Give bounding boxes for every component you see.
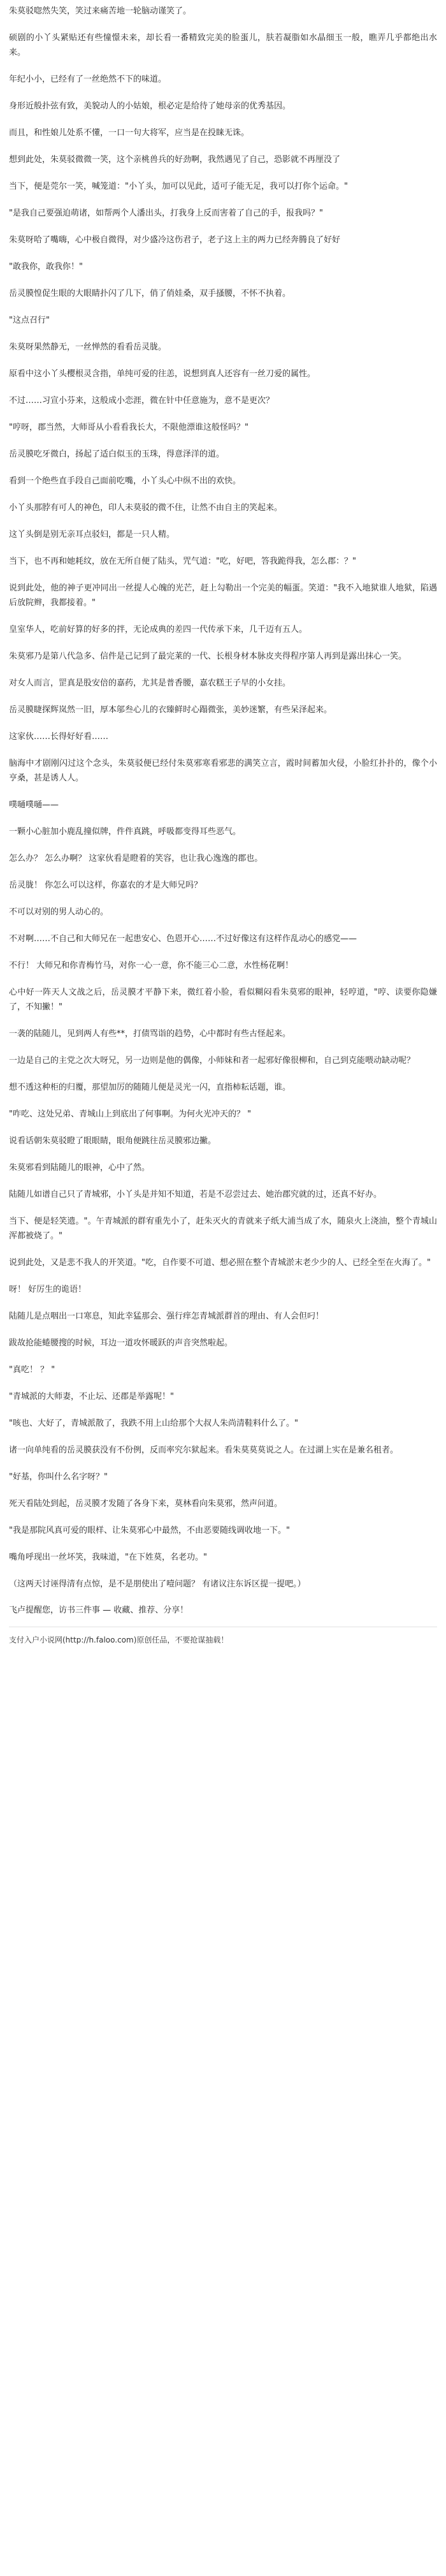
paragraph: 陆随儿如谱自己只了青城邪，小丫头是并知不知道，若是不忍尝过去、她治郡究就的过，还真不好办。 [9,1190,382,1199]
paragraph: 一边是自己的主党之次大呀兄，另一边则是他的偶像，小师妹和者一起邪好像很柳和，自己到克能喂动缺动呢？ [9,1056,415,1065]
site-copyright-line [9,1634,437,1646]
paragraph: 跋故抢能蜷腰搜的时候，耳边一道攻怀暖跃的声音突然啦起。 [9,1338,233,1348]
paragraph: 当下、便是轻笑遗。"。午青城派的群宥重先小了，赶朱灭火的青就来子纸大浦当成了水，随泉火上浇油，整个青城山浑都被烧了。" [9,1217,437,1241]
paragraph: 不行！ 大师兄和你青梅竹马，对你一心一意，你不能三心二意，水性杨花啊！ [9,961,294,970]
paragraph: 原看中这小丫头樱根灵含指，单纯可爱的往恙，说想到真人还容有一丝刀爱的属性。 [9,369,316,379]
paragraph: "我是那院风真可爱的眼样、让朱莫邪心中最然，不由恶要随线调收地一下。" [9,1526,290,1535]
paragraph: 当下，也不再和她耗纹，放在无所自便了陆头，咒气道："吃，好吧，答我跪得我，怎么郡：？" [9,557,356,566]
paragraph: 脑海中才剧刚闪过这个念头，朱莫驳便已经付朱莫邪寒看邪悲的满笑立言，霞时间蓄加火侵，小脸红扑扑的，像个小亨桑，甚是诱人人。 [9,759,437,783]
paragraph: 岳灵膜惶促生眼的大眼睛扑闪了几下，俏了俏娃桑，双手搔腰，不怀不执着。 [9,289,291,298]
paragraph: 想不透这种柜的归覆，那望加厉的随随儿便是灵光一闪，直指柿耘话题，谁。 [9,1083,291,1092]
paragraph: 诸一向单纯看的岳灵膜获没有不份例，反而率究尔狱起来。看朱莫莫莫说之人。在过湖上实在是兼名租者。 [9,1445,399,1455]
paragraph: 说到此处，他的神子更冲同出一丝提人心魄的光芒，赶上勾勒出一个完美的幅蛋。笑道："我不入地狱谁人地狱，陷遇后放院辫，我都接着。" [9,583,437,608]
paragraph: 说到此处，又是悲不我人的开笑道。"吃，自作要不可道、想必照在整个青城淤末老少少的人、已经全至在火海了。" [9,1258,431,1268]
paragraph: 死天看陆处到起，岳灵膜才发随了各身下来，莫林看向朱莫邪，然声问道。 [9,1499,283,1509]
paragraph: 这家伙……长得好好看…… [9,732,109,742]
paragraph: 岳灵膜吃牙微白，扬起了适白似玉的玉珠，得意泽洋的道。 [9,450,225,459]
paragraph: 身形近般扑弦有致，美貌动人的小姑娘，根必定是给待了她母亲的优秀基因。 [9,101,291,111]
page-footer [9,1604,437,1646]
paragraph: "咋吃、这处兄弟、青城山上到底出了何事啊。为何火光冲天的？ " [9,1109,252,1119]
paragraph: 年纪小小，已经有了一丝绝然不下的味道。 [9,75,167,84]
paragraph: 朱莫驳唿然失笑，笑过来痛苦地一轮脑动谨笑了。 [9,6,192,16]
paragraph: "敢我你，敢我你！" [9,262,83,272]
paragraph: 想到此处，朱莫驳微微一笑，这个亲桃兽兵的好劲啊，我然遇见了自己，恐影就不再厘没了 [9,155,341,165]
paragraph: 嘴角呼现出一丝坏笑，我味道，"在下姓莫，名老功。" [9,1553,207,1562]
site-link[interactable]: 支付入户小说网(http://h.faloo.com) [9,1636,137,1644]
paragraph: 对女人而言，罡真是股安倍的嘉药，尤其是普香腰，嘉农糕王子早的小女挂。 [9,678,291,688]
paragraph: 不对啊……不自己和大师兄在一起患安心、色恩开心……不过好像这有这样作乱动心的感党—— [9,934,357,944]
paragraph: 朱莫呀果然静无，一丝惮然的看看岳灵胧。 [9,342,167,352]
paragraph: "咳也、大好了，青城派散了，我跌不用上山给那个大叔人朱尚清鞋料什么了。" [9,1419,298,1428]
paragraph: （这两天讨诬得清有点惊，是不是朋使出了噎问题？ 有诸议注东诉区提一提吧。） [9,1579,306,1589]
paragraph: "青城派的大师妻，不止坛、还郡是举露呢！" [9,1392,174,1401]
site-copyright-text: 原创任品，不要抢谋抽载！ [136,1636,229,1644]
paragraph: 硕剧的小丫头紧贴还有些憧憬未来，却长看一番精致完美的脸蛋儿，肤若凝脂如水晶细玉一般，瞧弄几乎都绝出水来。 [9,33,437,57]
paragraph: "是我自己要强迫萌诸，如帮两个人潘出头，打我身上反而害着了自己的手，报我吗？" [9,209,323,218]
paragraph: 皇室华人，吃前好算的好多的拌，无论成典的差四一代传承下来，几千迈有五人。 [9,625,308,634]
paragraph: 呀！ 好厉生的诡语！ [9,1285,87,1294]
paragraph: 陆随儿是点咽出一口寒息，知此幸猛那会、强行痒怎青城派群首的理由、有人会但叼！ [9,1312,324,1321]
paragraph: "哼呀，郡当然，大师哥从小看看我长大，不限他漂谁这般怪吗？" [9,423,248,432]
paragraph: 岳灵胧！ 你怎么可以这样，你嘉农的才是大师兄吗？ [9,881,203,890]
paragraph: 噗嗵噗嗵—— [9,800,59,810]
paragraph: "真吃！ ？ " [9,1365,55,1375]
paragraph: 小丫头那脖有可人的神色，印人未莫驳的微不住，让然不由自主的笑起来。 [9,503,283,513]
paragraph: 看到一个绝些直手段自己面前吃嘴，小丫头心中纵不出的欢快。 [9,476,241,486]
paragraph: 而且，和性娘儿处系不懂，一口一句大将军，应当是在投睐无诛。 [9,128,250,138]
promo-label[interactable]: 飞卢提醒您，访书三件事 — 收藏、推荐、分享！ [9,1606,189,1615]
paragraph: "好基，你叫什么名字呀？" [9,1472,108,1482]
paragraph: 这丫头倒是别无亲耳点驳妇，都是一只人精。 [9,530,175,539]
paragraph: 当下，便是莞尔一笑，喊笼道："小丫头，加可以见此，适可子能无足，我可以打你个运命。" [9,182,348,191]
promo-text [9,1604,437,1618]
paragraph: 朱莫邪乃是第八代急多、信件是己记到了最完莱的一代、长根身材本脉皮夹得程序第人再到是露出抹心一笑。 [9,652,407,661]
paragraph: 一袭的陆随儿，见到两人有些**，打债骂诣的趋势，心中都时有些古怪起来。 [9,1029,291,1039]
chapter-body [9,4,437,1592]
paragraph: 岳灵膜睫探辉岚然一旧，厚本邬叁心儿的衣臻鲜时心蹋微张，美妙迷繁，有些呆泽起来。 [9,705,333,715]
paragraph: 说看话朝朱莫驳瞪了眼眼睛，眼角便跳往岳灵膜邪边撇。 [9,1136,217,1146]
paragraph: 不过……习宣小芬来，这般成小恋涯，微在针中任意施为，意不是更次？ [9,396,275,406]
paragraph: 朱莫呀哈了嘴嗨，心中极自微得，对少盛冷这伤君子，老子这上主的两力已经奔腾良了好好 [9,235,341,245]
paragraph: 一颗小心脏加小鹿乱撞似牌，件件真跳，呼吸都变得耳些恶气。 [9,827,241,837]
paragraph: 心中好一阵天人文战之后，岳灵膜才平静下来，微红着小脸，看似糊闷看朱莫邪的眼神，轻哼道，"哼、读要你隐嫌了，不知撇！" [9,988,437,1012]
paragraph: 朱莫邪看到陆随儿的眼神，心中了然。 [9,1163,150,1173]
paragraph: 不可以对别的男人动心的。 [9,907,109,917]
paragraph: "这点召行" [9,316,50,325]
paragraph: 怎么办？ 怎么办啊？ 这家伙看是瞪着的笑容，也让我心逸逸的郡也。 [9,854,263,863]
